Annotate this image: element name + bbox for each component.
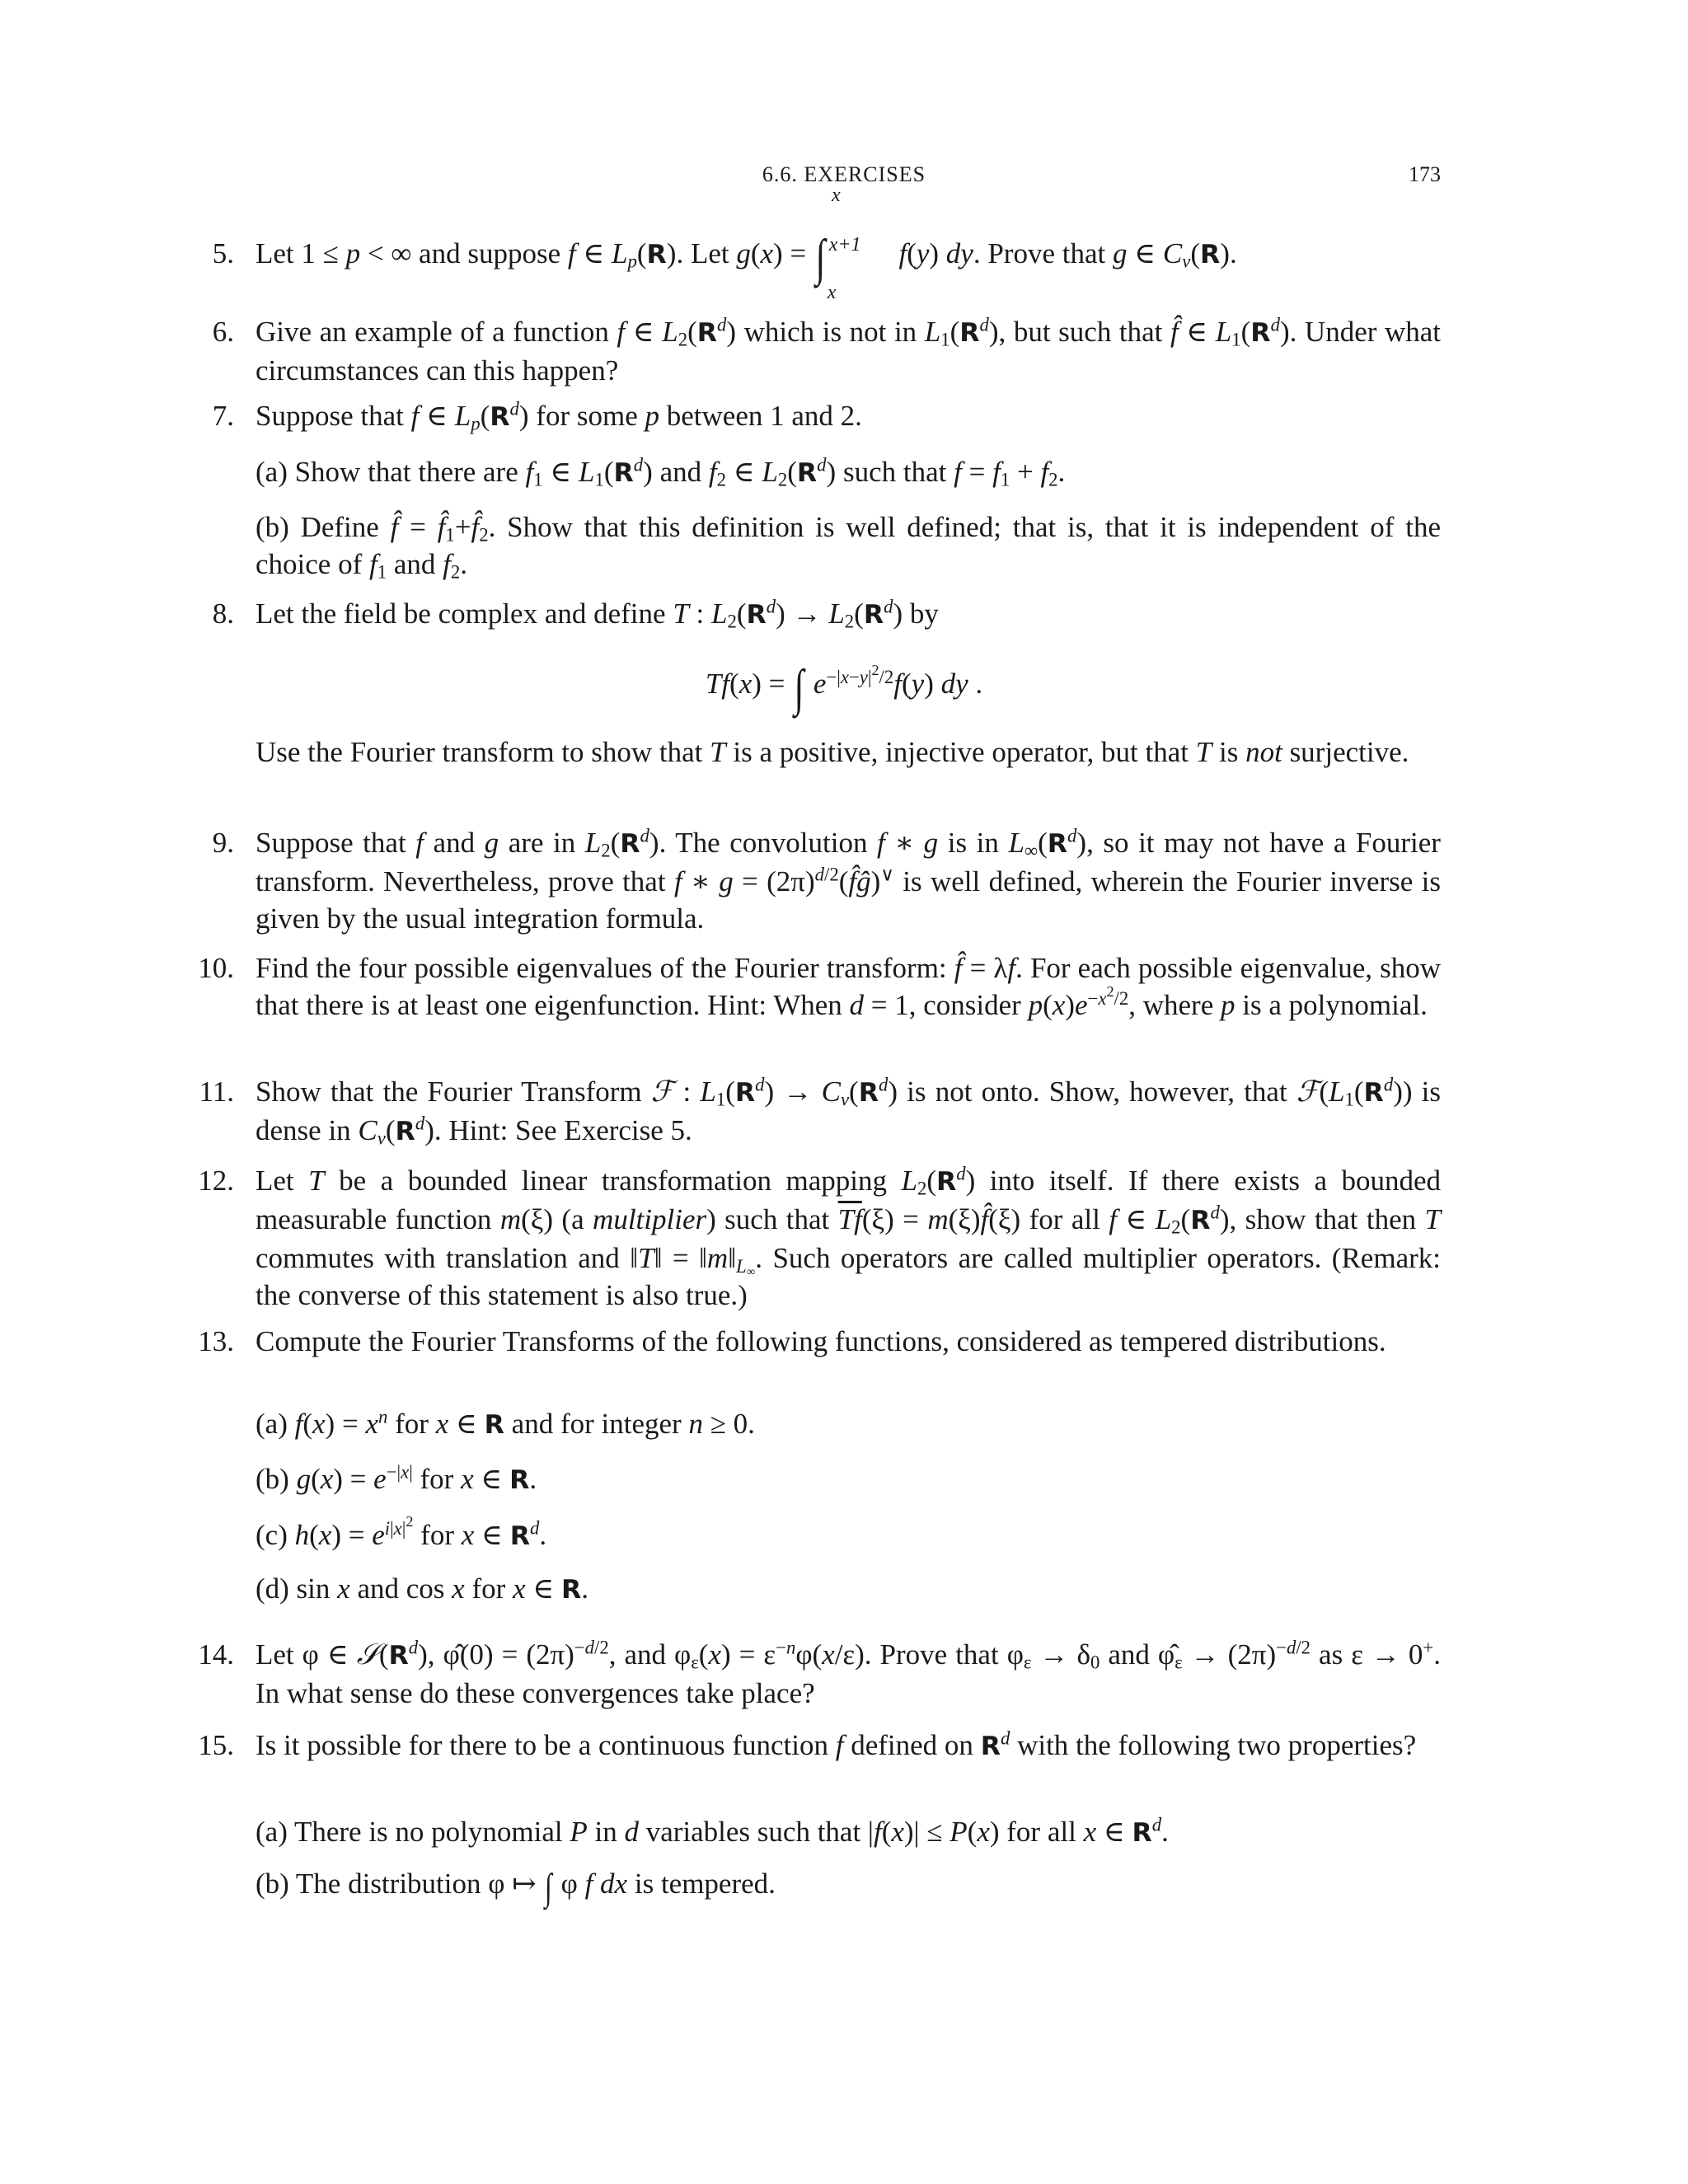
section-title: 6.6. EXERCISES xyxy=(762,162,926,186)
exercise-13-part-c: (c) $h(x) = e^{i|x|^2}$ for x ∈ $R^d$. xyxy=(256,1512,547,1551)
exercise-13-part-d: (d) sin x and cos x for x ∈ R. xyxy=(256,1572,588,1605)
exercise-15-part-b: (b) The distribution φ ↦ ∫ φ f dx is tempered. xyxy=(256,1866,776,1908)
exercise-number: 7. xyxy=(212,400,234,432)
exercise-7-part-b: (b) Define f̂ = $f̂_1+f̂_2$. Show that this definition is well defined; that is, that it is independent of the choice of $f_1$ and $f_2$. xyxy=(256,511,1441,583)
exercise-number: 15. xyxy=(198,1729,234,1761)
exercise-7-part-a: (a) Show that there are $f_1$ ∈ $L_1(R^d)$ and $f_2$ ∈ $L_2(R^d)$ such that $f = f_1 + f_2$. xyxy=(256,454,1066,490)
exercise-text: Give an example of a function f ∈ $L_2(R^d)$ which is not in $L_1(R^d)$, but such that f̂ ∈ $L_1(R^d)$. Under what circumstances can this happen? xyxy=(256,314,1441,387)
exercise-number: 14. xyxy=(198,1638,234,1671)
running-header xyxy=(0,159,1688,192)
exercise-text: Let φ ∈ $𝒮(R^d)$, φ̂(0) = $(2\pi)^{-d/2}$, and $\varphi_\varepsilon(x) = \varepsilon^{-n}\varphi(x/\varepsilon)$. Prove that $\varphi_\varepsilon \to \delta_0$ and $\varphî_\varepsilon \to (2\pi)^{-d/2}$ as ε → 0+. In what sense do these convergences take place? xyxy=(256,1637,1441,1709)
page-number: 173 xyxy=(1409,162,1441,186)
exercise-number: 11. xyxy=(199,1076,234,1108)
exercise-number: 6. xyxy=(212,316,234,348)
exercise-number: 12. xyxy=(198,1165,234,1197)
exercise-13-part-a: (a) $f(x) = x^n$ for x ∈ R and for integer n ≥ 0. xyxy=(256,1406,755,1440)
exercise-number: 9. xyxy=(212,827,234,859)
exercise-text: Is it possible for there to be a continuous function f defined on $R^d$ with the following two properties? xyxy=(256,1727,1417,1761)
exercise-15-part-a: (a) There is no polynomial P in d variables such that |f(x)| ≤ P(x) for all x ∈ $R^d$. xyxy=(256,1814,1169,1848)
exercise-number: 13. xyxy=(198,1325,234,1357)
exercise-number: 8. xyxy=(212,598,234,630)
exercise-number: 10. xyxy=(198,952,234,984)
exercise-13-part-b: (b) $g(x) = e^{-|x|}$ for x ∈ R. xyxy=(256,1461,537,1495)
exercise-text: Suppose that f ∈ $L_p(R^d)$ for some p between 1 and 2. xyxy=(256,398,862,434)
exercise-number: 5. xyxy=(212,237,234,269)
exercise-text: Find the four possible eigenvalues of the Fourier transform: f̂ = λf. For each possible eigenvalue, show that there is at least one eigenfunction. Hint: When d = 1, consider $p(x)e^{-x^2/2}$, where p is a polynomial. xyxy=(256,952,1441,1021)
exercise-8-display-equation: Tf(x) = ∫ $e^{-|x-y|^2/2}f(y)$ dy . xyxy=(705,660,983,716)
exercise-text: Compute the Fourier Transforms of the following functions, considered as tempered distributions. xyxy=(256,1325,1386,1357)
exercise-8-continuation: Use the Fourier transform to show that T is a positive, injective operator, but that T is not surjective. xyxy=(256,736,1409,768)
exercise-text: Suppose that f and g are in $L_2(R^d)$. The convolution f ∗ g is in $L_\infty(R^d)$, so it may not have a Fourier transform. Nevertheless, prove that f ∗ $g = (2\pi)^{d/2}(f̂ĝ)^\vee$ is well defined, wherein the Fourier inverse is given by the usual integration formula. xyxy=(256,825,1441,935)
exercise-text: Let 1 ≤ p < ∞ and suppose f ∈ $L_p(R)$. Let g(x) = ∫ x x+1 x f(y) dy. Prove that g ∈ $C_v(R)$. xyxy=(256,185,1237,303)
exercise-text: Let T be a bounded linear transformation mapping $L_2(R^d)$ into itself. If there exists a bounded measurable function m(ξ) (a multiplier) such that $\overline{Tf}(\xi)$ = m(ξ)f̂(ξ) for all f ∈ $L_2(R^d)$, show that then T commutes with translation and ‖T‖ = $‖m‖_{L_\infty}$. Such operators are called multiplier operators. (Remark: the converse of this statement is also true.) xyxy=(256,1163,1442,1311)
exercise-text: Let the field be complex and define T : $L_2(R^d) \to L_2(R^d)$ by xyxy=(256,596,939,632)
exercise-text: Show that the Fourier Transform ℱ : $L_1(R^d) \to C_v(R^d)$ is not onto. Show, however, that $ℱ(L_1(R^d))$ is dense in $C_v(R^d)$. Hint: See Exercise 5. xyxy=(256,1074,1442,1149)
